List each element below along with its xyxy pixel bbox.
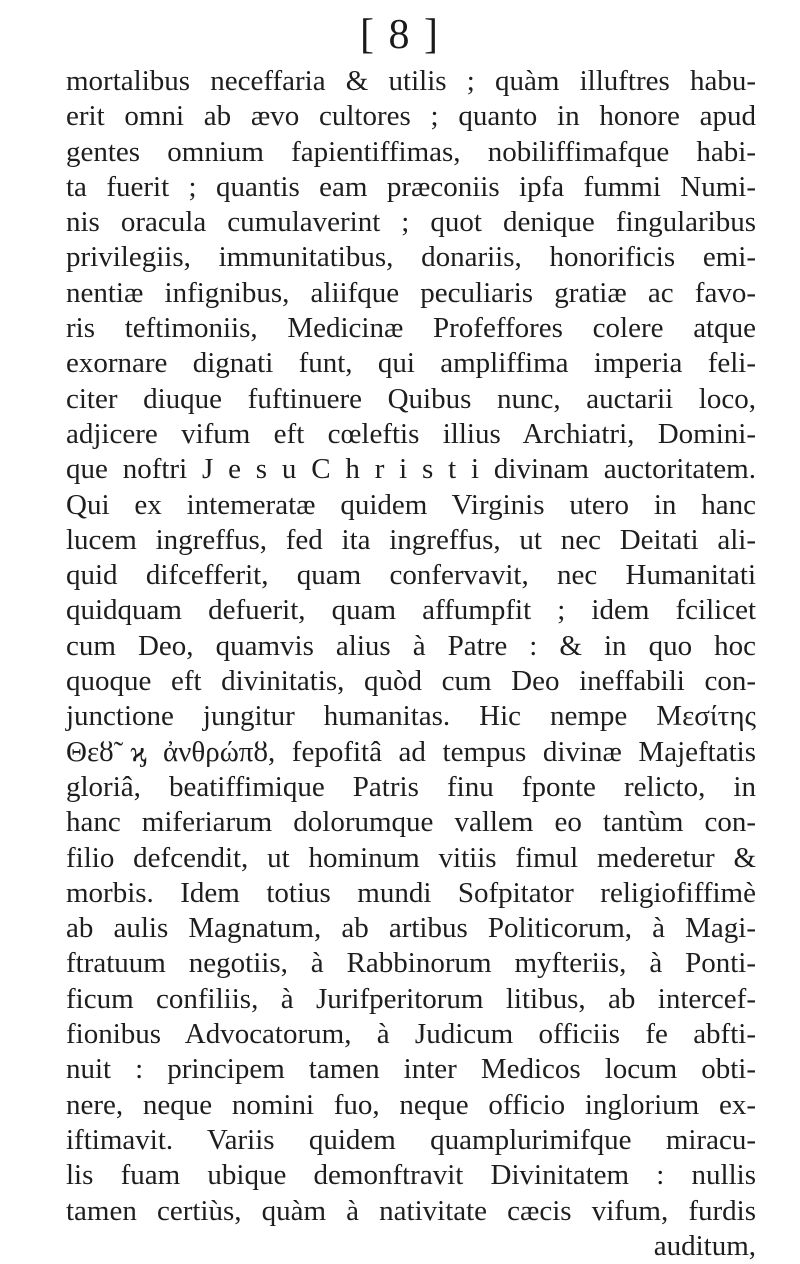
text-line: ab aulis Magnatum, ab artibus Politicorum, à Magi-	[66, 912, 756, 945]
catchword: auditum,	[653, 1229, 756, 1262]
text-line: gentes omnium fapientiffimas, nobiliffimafque habi-	[66, 135, 756, 168]
text-line: privilegiis, immunitatibus, donariis, honorificis emi-	[66, 241, 756, 274]
text-line: filio defcendit, ut hominum vitiis fimul mederetur &	[66, 841, 756, 874]
text-line: gloriâ, beatiffimique Patris finu fponte relicto, in	[66, 770, 756, 803]
text-line: morbis. Idem totius mundi Sofpitator religiofiffimè	[66, 876, 756, 909]
text-line: quidquam defuerit, quam affumpfit ; idem fcilicet	[66, 594, 756, 627]
text-line: nis oracula cumulaverint ; quot denique fingularibus	[66, 206, 756, 239]
text-line: mortalibus neceffaria & utilis ; quàm illuftres habu-	[66, 65, 756, 97]
text-line: nentiæ infignibus, aliifque peculiaris gratiæ ac favo-	[66, 276, 756, 309]
text-line: quid difcefferit, quam confervavit, nec Humanitati	[66, 559, 756, 592]
text-line: exornare dignati funt, qui ampliffima imperia feli-	[66, 347, 756, 380]
text-line: citer diuque fuftinuere Quibus nunc, auctarii loco,	[66, 382, 756, 415]
text-line: tamen certiùs, quàm à nativitate cæcis vifum, furdis	[66, 1194, 756, 1227]
text-line: nere, neque nomini fuo, neque officio inglorium ex-	[66, 1088, 756, 1121]
text-line: iftimavit. Variis quidem quamplurimifque miracu-	[66, 1123, 756, 1156]
text-line: erit omni ab ævo cultores ; quanto in honore apud	[66, 100, 756, 133]
text-line: ficum confiliis, à Jurifperitorum litibus, ab intercef-	[66, 982, 756, 1015]
text-line: ris teftimoniis, Medicinæ Profeffores colere atque	[66, 312, 756, 345]
text-line: Θεȣ̃ ϗ ἀνθρώπȣ, fepofitâ ad tempus divinæ Majeftatis	[66, 735, 756, 768]
text-line: lis fuam ubique demonftravit Divinitatem : nullis	[66, 1159, 756, 1192]
text-line: adjicere vifum eft cœleftis illius Archiatri, Domini-	[66, 417, 756, 450]
text-line: fionibus Advocatorum, à Judicum officiis fe abfti-	[66, 1018, 756, 1051]
text-line: lucem ingreffus, fed ita ingreffus, ut nec Deitati ali-	[66, 523, 756, 556]
text-line: hanc miferiarum dolorumque vallem eo tantùm con-	[66, 806, 756, 839]
text-line: ftratuum negotiis, à Rabbinorum myfteriis, à Ponti-	[66, 947, 756, 980]
text-line: ta fuerit ; quantis eam præconiis ipfa fummi Numi-	[66, 170, 756, 203]
text-line: Qui ex intemeratæ quidem Virginis utero in hanc	[66, 488, 756, 521]
body-text	[66, 64, 756, 1264]
page-number: [ 8 ]	[360, 12, 440, 58]
text-line: que noftri J e s u C h r i s t i divinam auctoritatem.	[66, 453, 756, 486]
text-line: junctione jungitur humanitas. Hic nempe Μεσίτης	[66, 700, 756, 733]
text-line: nuit : principem tamen inter Medicos locum obti-	[66, 1053, 756, 1086]
text-line: cum Deo, quamvis alius à Patre : & in quo hoc	[66, 629, 756, 662]
text-line: quoque eft divinitatis, quòd cum Deo ineffabili con-	[66, 665, 756, 698]
